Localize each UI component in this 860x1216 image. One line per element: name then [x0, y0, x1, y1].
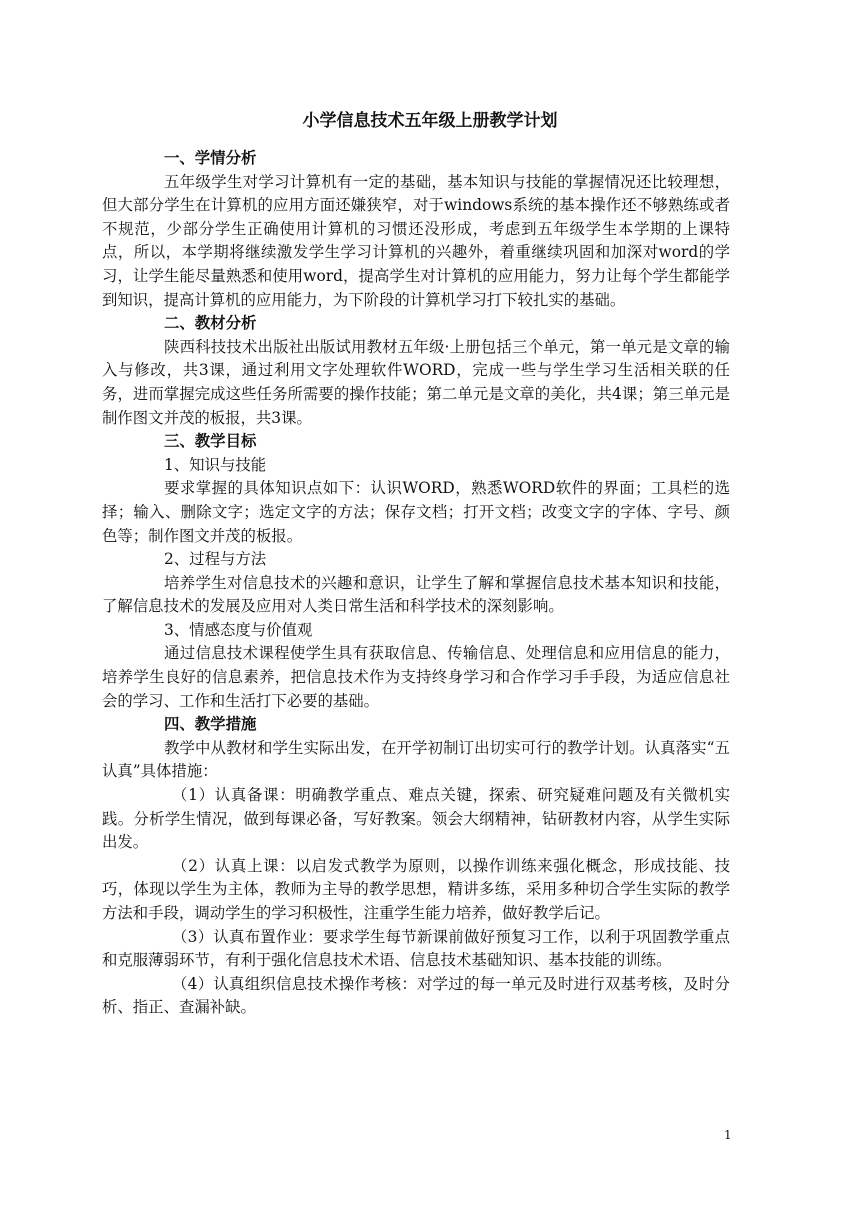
- section-1-paragraph: 五年级学生对学习计算机有一定的基础，基本知识与技能的掌握情况还比较理想，但大部分学生在计算机的应用方面还嫌狭窄，对于windows系统的基本操作还不够熟练或者不规范，少部分学生正确使用计算机的习惯还没形成，考虑到五年级学生本学期的上课特点，所以，本学期将继续激发学生学习计算机的兴趣外，着重继续巩固和加深对word的学习，让学生能尽量熟悉和使用word，提高学生对计算机的应用能力，努力让每个学生都能学到知识，提高计算机的应用能力，为下阶段的计算机学习打下较扎实的基础。: [102, 172, 730, 309]
- paragraph-knowledge-skills: 要求掌握的具体知识点如下：认识WORD，熟悉WORD软件的界面；工具栏的选择；输入、删除文字；选定文字的方法；保存文档；打开文档；改变文字的字体、字号、颜色等；制作图文并茂的板报。: [102, 479, 730, 545]
- document-body: [102, 147, 730, 1020]
- measure-item-3: （3）认真布置作业：要求学生每节新课前做好预复习工作，以利于巩固教学重点和克服薄弱环节，有利于强化信息技术术语、信息技术基础知识、基本技能的训练。: [102, 927, 730, 970]
- paragraph-attitude-values: 通过信息技术课程使学生具有获取信息、传输信息、处理信息和应用信息的能力，培养学生良好的信息素养，把信息技术作为支持终身学习和合作学习手手段，为适应信息社会的学习、工作和生活打下必要的基础。: [102, 644, 730, 710]
- section-2-paragraph: 陕西科技技术出版社出版试用教材五年级·上册包括三个单元，第一单元是文章的输入与修改，共3课，通过利用文字处理软件WORD，完成一些与学生学习生活相关联的任务，进而掌握完成这些任务所需要的操作技能；第二单元是文章的美化，共4课；第三单元是制作图文并茂的板报，共3课。: [102, 337, 730, 427]
- document-title: 小学信息技术五年级上册教学计划: [302, 111, 558, 131]
- measure-item-4: （4）认真组织信息技术操作考核：对学过的每一单元及时进行双基考核，及时分析、指正、查漏补缺。: [102, 974, 730, 1017]
- measure-item-1: （1）认真备课：明确教学重点、难点关键，探索、研究疑难问题及有关微机实践。分析学生情况，做到每课必备，写好教案。领会大纲精神，钻研教材内容，从学生实际出发。: [102, 786, 730, 852]
- section-heading-4: 四、教学措施: [164, 715, 257, 734]
- measure-item-2: （2）认真上课：以启发式教学为原则，以操作训练来强化概念，形成技能、技巧，体现以学生为主体，教师为主导的教学思想，精讲多练，采用多种切合学生实际的教学方法和手段，调动学生的学习积极性，注重学生能力培养，做好教学后记。: [102, 856, 730, 922]
- subheading-knowledge-skills: 1、知识与技能: [164, 455, 267, 474]
- paragraph-process-methods: 培养学生对信息技术的兴趣和意识，让学生了解和掌握信息技术基本知识和技能，了解信息技术的发展及应用对人类日常生活和科学技术的深刻影响。: [102, 573, 730, 616]
- section-heading-2: 二、教材分析: [164, 314, 257, 333]
- section-heading-3: 三、教学目标: [164, 432, 257, 451]
- section-4-intro: 教学中从教材和学生实际出发，在开学初制订出切实可行的教学计划。认真落实“五认真”具体措施：: [102, 738, 730, 781]
- subheading-attitude-values: 3、情感态度与价值观: [164, 620, 313, 639]
- subheading-process-methods: 2、过程与方法: [164, 550, 267, 569]
- page-number: 1: [724, 1128, 732, 1142]
- section-heading-1: 一、学情分析: [164, 149, 257, 167]
